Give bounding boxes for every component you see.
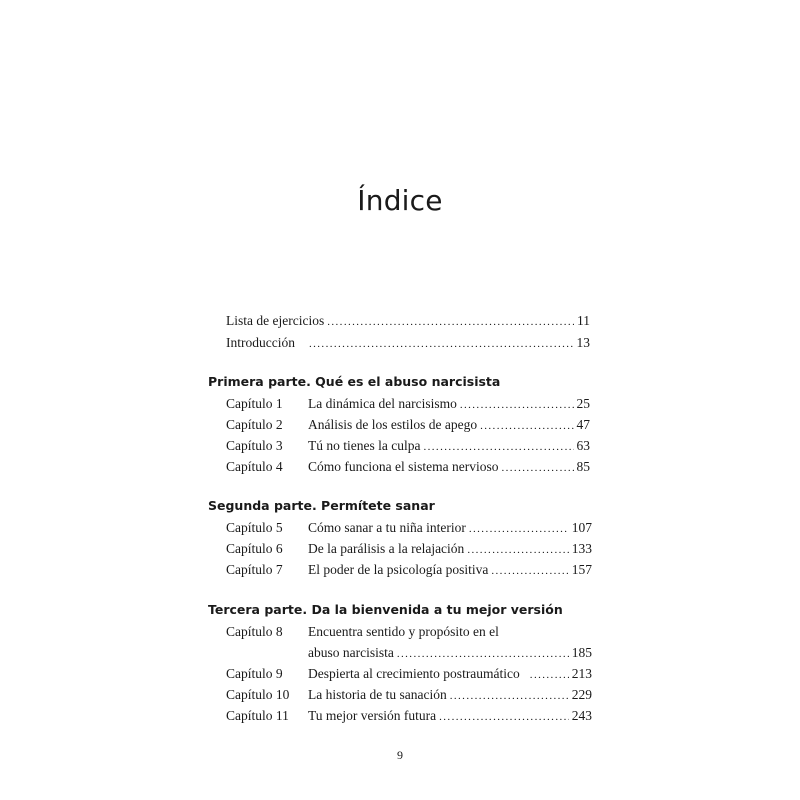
dot-leader — [501, 458, 573, 478]
dot-leader — [439, 707, 569, 727]
chapter-title: Encuentra sentido y propósito en el — [308, 624, 499, 639]
chapter-title: De la parálisis a la relajación — [308, 541, 465, 556]
chapter-label: Capítulo 6 — [226, 541, 283, 556]
chapter-label: Capítulo 7 — [226, 562, 283, 577]
chapter-page: 229 — [571, 687, 592, 702]
chapter-title: La historia de tu sanación — [308, 687, 447, 702]
chapter-title: La dinámica del narcisismo — [308, 396, 457, 411]
chapter-label: Capítulo 4 — [226, 459, 283, 474]
chapter-page: 25 — [576, 396, 590, 411]
chapter-label: Capítulo 5 — [226, 520, 283, 535]
toc-entry-chapter-8[interactable] — [208, 622, 592, 642]
chapter-page: 157 — [571, 562, 592, 577]
toc-entry-chapter-4[interactable] — [208, 457, 592, 477]
toc-entry-chapter-2[interactable] — [208, 415, 592, 435]
page-title: Índice — [357, 184, 443, 217]
toc-entry-title: Lista de ejercicios — [226, 313, 325, 328]
toc-entry-chapter-7[interactable] — [208, 560, 592, 580]
dot-leader — [327, 312, 574, 332]
chapter-page: 185 — [571, 645, 592, 660]
chapter-title: Cómo funciona el sistema nervioso — [308, 459, 499, 474]
toc-entry-chapter-8-continued[interactable] — [208, 643, 592, 663]
chapter-page: 107 — [571, 520, 592, 535]
dot-leader — [397, 644, 569, 664]
chapter-label: Capítulo 11 — [226, 708, 289, 723]
chapter-title: Análisis de los estilos de apego — [308, 417, 478, 432]
dot-leader — [309, 334, 574, 354]
chapter-page: 63 — [576, 438, 590, 453]
toc-entry-page: 11 — [577, 313, 590, 328]
toc-entry-chapter-9[interactable] — [208, 664, 592, 684]
chapter-title: Tú no tienes la culpa — [308, 438, 421, 453]
chapter-label: Capítulo 8 — [226, 624, 283, 639]
chapter-title: Tu mejor versión futura — [308, 708, 437, 723]
chapter-label: Capítulo 1 — [226, 396, 283, 411]
toc-entry-chapter-11[interactable] — [208, 706, 592, 726]
toc-entry-chapter-10[interactable] — [208, 685, 592, 705]
dot-leader — [423, 437, 573, 457]
chapter-label: Capítulo 2 — [226, 417, 283, 432]
part-heading-2: Segunda parte. Permítete sanar — [208, 498, 435, 513]
chapter-page: 47 — [576, 417, 590, 432]
chapter-label: Capítulo 3 — [226, 438, 283, 453]
toc-entry-chapter-1[interactable] — [208, 394, 592, 414]
part-heading-1: Primera parte. Qué es el abuso narcisista — [208, 374, 501, 389]
toc-entry-chapter-5[interactable] — [208, 518, 592, 538]
dot-leader — [469, 519, 569, 539]
page-number: 9 — [397, 748, 403, 762]
chapter-page: 133 — [571, 541, 592, 556]
chapter-page: 85 — [576, 459, 590, 474]
toc-entry-chapter-3[interactable] — [208, 436, 592, 456]
dot-leader — [480, 416, 573, 436]
dot-leader — [450, 686, 569, 706]
chapter-label: Capítulo 9 — [226, 666, 283, 681]
toc-entry-page: 13 — [576, 335, 590, 350]
toc-entry-exercises[interactable] — [208, 311, 592, 331]
toc-entry-chapter-6[interactable] — [208, 539, 592, 559]
dot-leader — [530, 665, 569, 685]
part-heading-3: Tercera parte. Da la bienvenida a tu mejor versión — [208, 602, 563, 617]
chapter-title-continued: abuso narcisista — [308, 645, 394, 660]
chapter-page: 243 — [571, 708, 592, 723]
dot-leader — [467, 540, 568, 560]
dot-leader — [460, 395, 574, 415]
chapter-title: Despierta al crecimiento postraumático — [308, 666, 520, 681]
toc-entry-introduction[interactable] — [208, 333, 592, 353]
chapter-page: 213 — [571, 666, 592, 681]
toc-entry-title: Introducción — [226, 335, 295, 350]
chapter-title: Cómo sanar a tu niña interior — [308, 520, 466, 535]
chapter-label: Capítulo 10 — [226, 687, 290, 702]
dot-leader — [491, 561, 568, 581]
chapter-title: El poder de la psicología positiva — [308, 562, 489, 577]
